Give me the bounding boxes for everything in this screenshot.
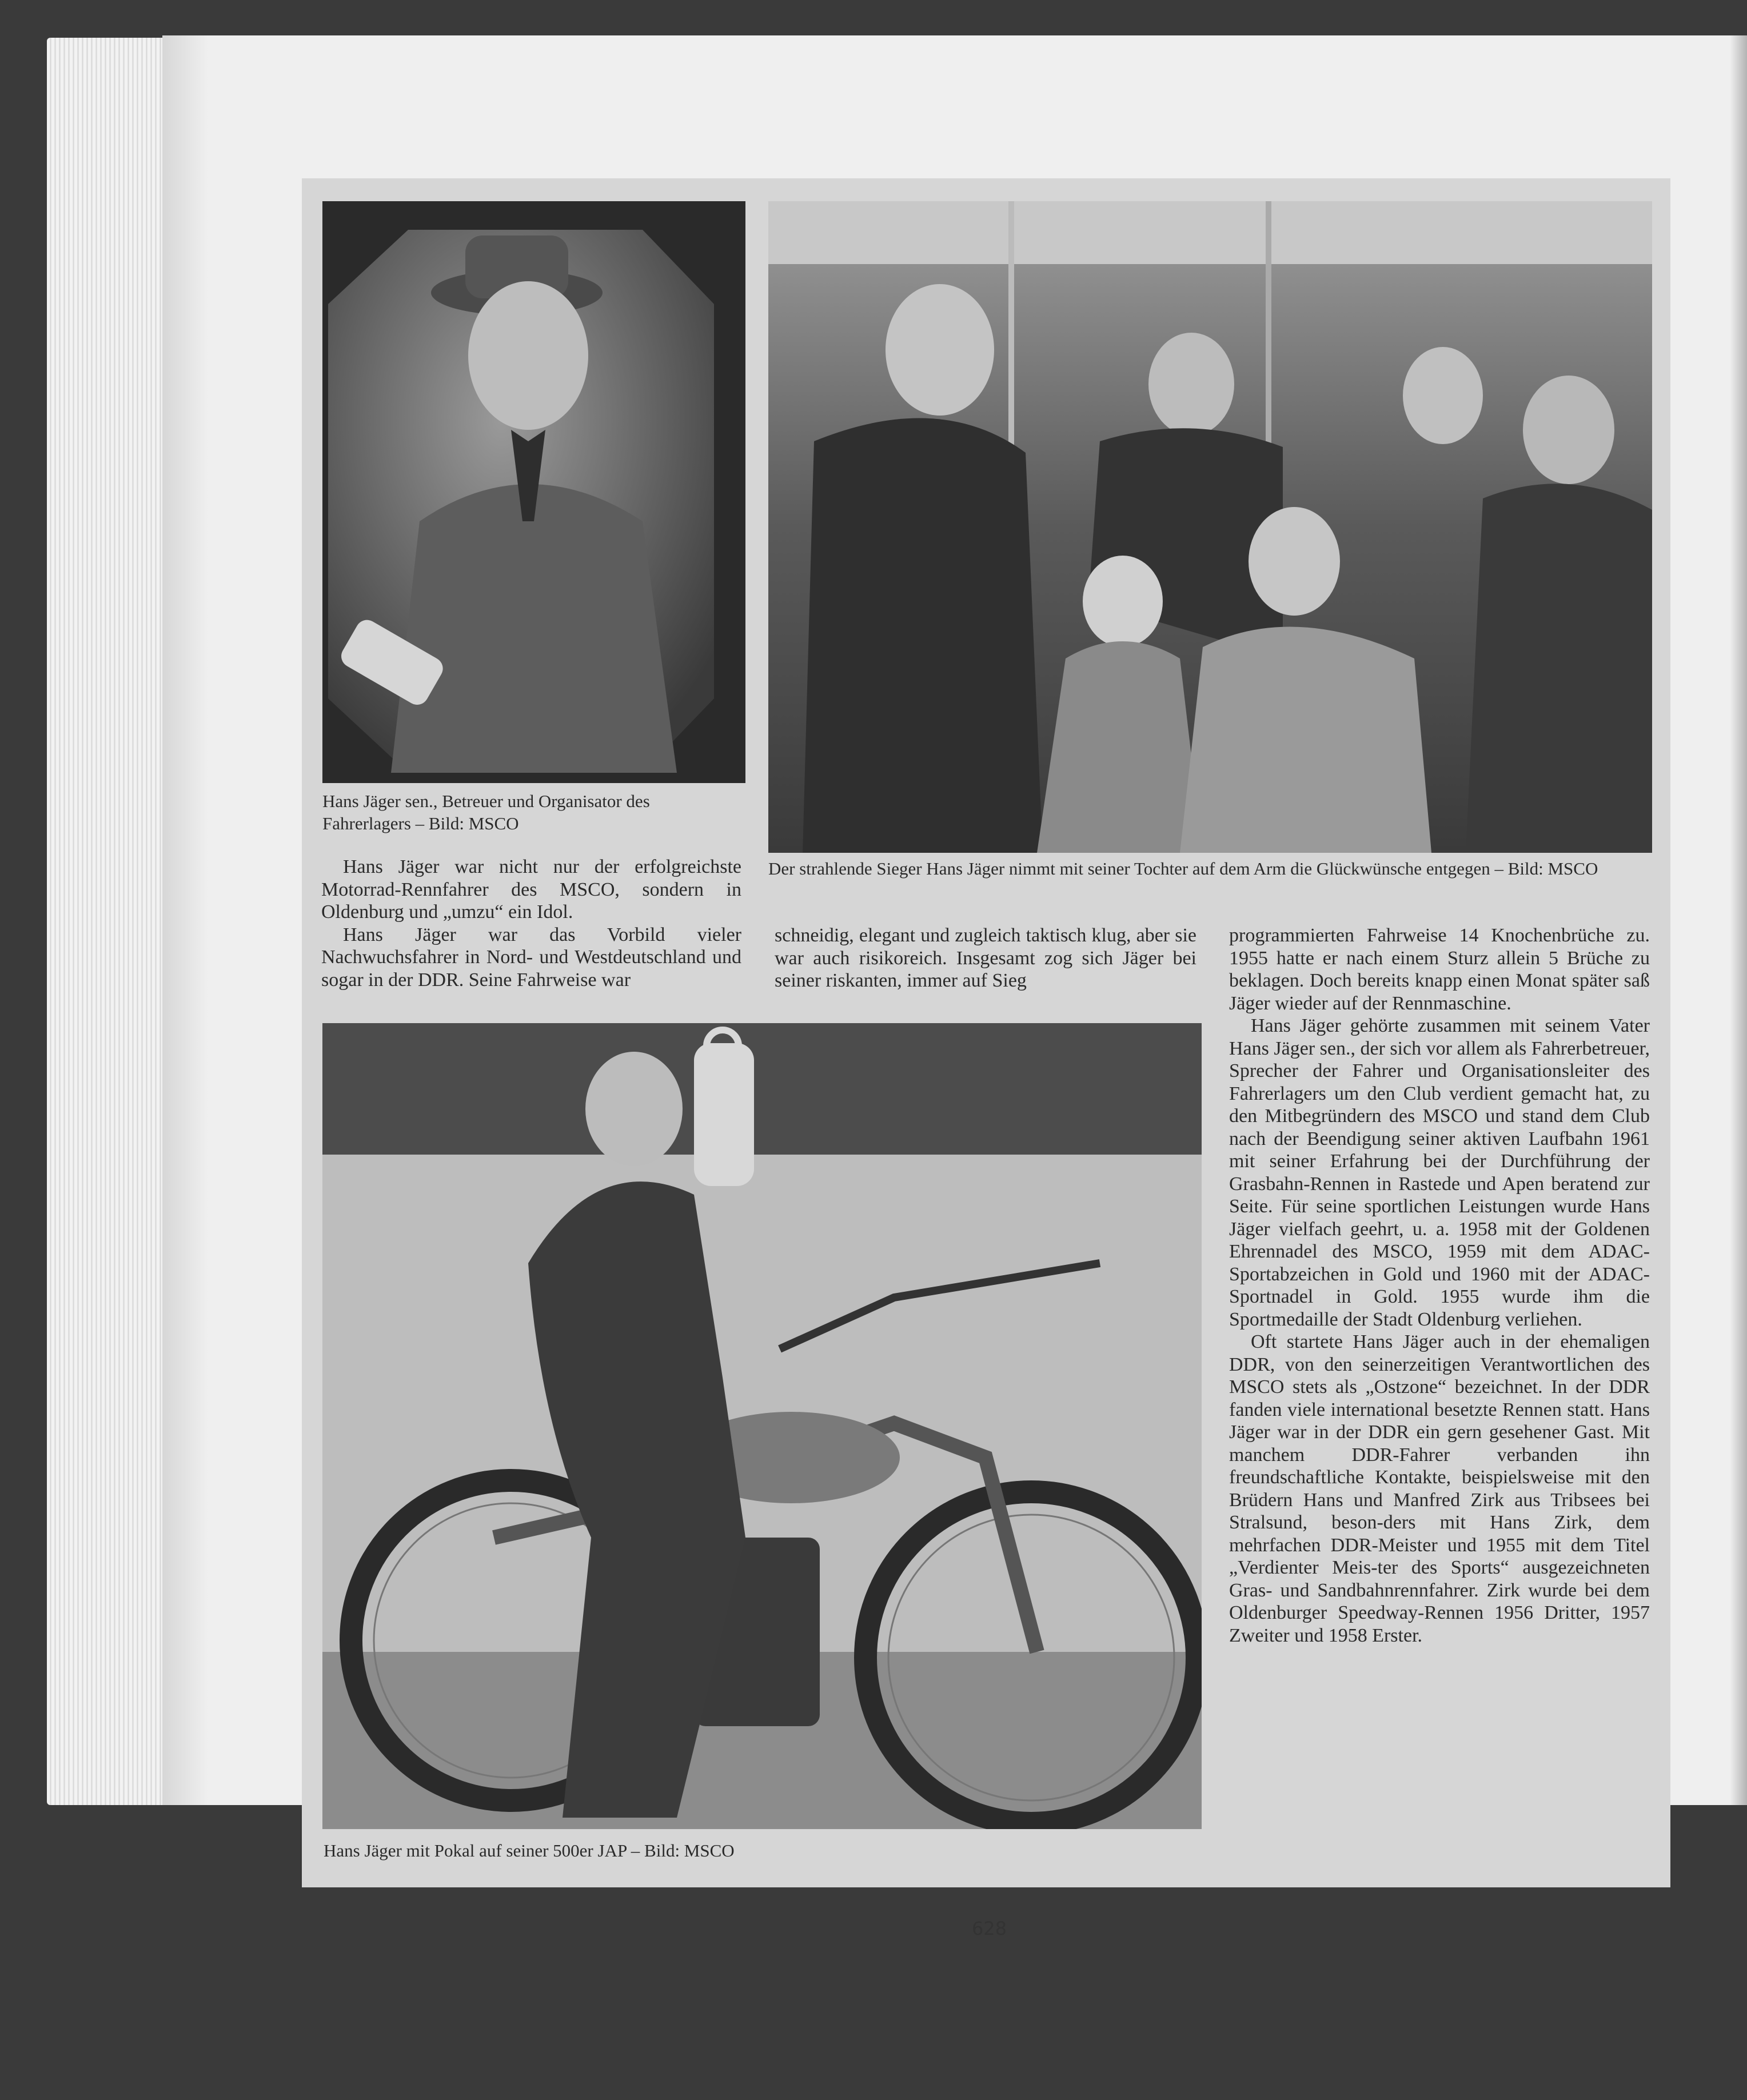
paragraph: Hans Jäger war das Vorbild vieler Nachwuchsfahrer in Nord- und Westdeutschland und sogar in der DDR. Seine Fahrweise war [321,924,741,991]
paragraph: schneidig, elegant und zugleich taktisch klug, aber sie war auch risikoreich. Insgesamt zog sich Jäger bei seiner riskanten, immer auf Sieg [775,925,1196,991]
page-curl-shadow [1730,35,1747,1805]
victory-photo [768,201,1652,853]
paragraph: programmierten Fahrweise 14 Knochenbrüche zu. 1955 hatte er nach einem Sturz allein 5 Brüche zu beklagen. Doch bereits knapp einen Monat später saß Jäger wieder auf der Rennmaschine. [1229,925,1650,1014]
motorcycle-caption: Hans Jäger mit Pokal auf seiner 500er JAP – Bild: MSCO [324,1841,735,1861]
paragraph: Hans Jäger war nicht nur der erfolgreichste Motorrad-Rennfahrer des MSCO, sondern in Oldenburg und „umzu“ ein Idol. [321,856,741,923]
paragraph: Oft startete Hans Jäger auch in der ehemaligen DDR, von den seinerzeitigen Verantwortlichen des MSCO stets als „Ostzone“ bezeichnet. In der DDR fanden viele international besetzte Rennen statt. Hans Jäger war in der DDR ein gern gesehener Gast. Mit manchem DDR-Fahrer verbanden ihn freundschaftliche Kontakte, beispielsweise mit den Brüdern Hans und Manfred Zirk aus Tribsees bei Stralsund, beson-ders mit Hans Zirk, dem mehrfachen DDR-Meister und 1955 mit dem Titel „Verdienter Meis-ter des Sports“ ausgezeichneten Gras- und Sandbahnrennfahrer. Zirk wurde bei dem Oldenburger Speedway-Rennen 1956 Dritter, 1957 Zweiter und 1958 Erster. [1229,1331,1650,1646]
portrait-photo [322,201,745,783]
paragraph: Hans Jäger gehörte zusammen mit seinem Vater Hans Jäger sen., der sich vor allem als Fahrerbetreuer, Sprecher der Fahrer und Organisationsleiter des Fahrerlagers um den Club verdient gemacht hat, zu den Mitbegründern des MSCO und stand dem Club nach der Beendigung seiner aktiven Laufbahn 1961 mit seiner Erfahrung bei der Durchführung der Grasbahn-Rennen in Rastede und Apen beratend zur Seite. Für seine sportlichen Leistungen wurde Hans Jäger vielfach geehrt, u. a. 1958 mit der Goldenen Ehrennadel des MSCO, 1959 mit dem ADAC-Sportabzeichen in Gold und 1960 mit der ADAC-Sportnadel in Gold. 1955 wurde ihm die Sportmedaille der Stadt Oldenburg verliehen. [1229,1015,1650,1330]
victory-caption: Der strahlende Sieger Hans Jäger nimmt mit seiner Tochter auf dem Arm die Glückwünsche entgegen – Bild: MSCO [768,859,1598,879]
gutter-shadow [162,35,208,1805]
book-page-edges [47,38,178,1805]
portrait-caption: Hans Jäger sen., Betreuer und Organisator des Fahrerlagers – Bild: MSCO [322,791,650,833]
article-column-1 [321,856,741,991]
article-column-3 [1229,924,1650,1647]
motorcycle-photo [322,1023,1202,1829]
page-number: 628 [972,1918,1007,1939]
article-column-2 [775,924,1196,992]
